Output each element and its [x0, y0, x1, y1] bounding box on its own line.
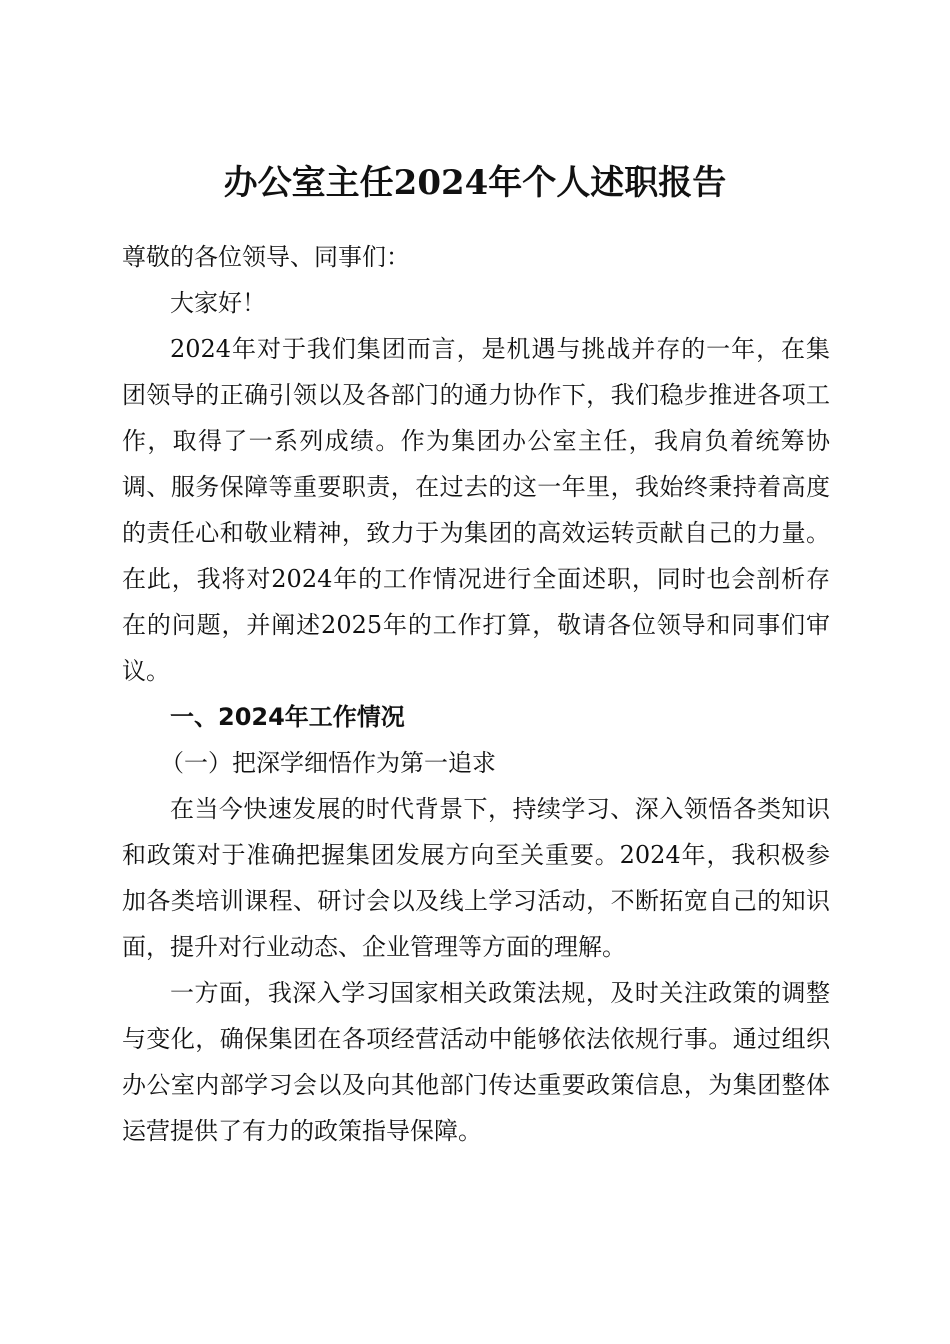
- salutation: 尊敬的各位领导、同事们：: [122, 243, 410, 271]
- document-body: [122, 234, 830, 1154]
- body-paragraph: 在当今快速发展的时代背景下，持续学习、深入领悟各类知识和政策对于准确把握集团发展方向至关重要。2024年，我积极参加各类培训课程、研讨会以及线上学习活动，不断拓宽自己的知识面，提升对行业动态、企业管理等方面的理解。: [122, 795, 830, 961]
- section-heading: 一、2024年工作情况: [170, 703, 405, 731]
- subsection-heading: （一）把深学细悟作为第一追求: [160, 749, 496, 777]
- document-title: 办公室主任2024年个人述职报告: [223, 162, 727, 203]
- intro-paragraph: 2024年对于我们集团而言，是机遇与挑战并存的一年，在集团领导的正确引领以及各部门的通力协作下，我们稳步推进各项工作，取得了一系列成绩。作为集团办公室主任，我肩负着统筹协调、服务保障等重要职责，在过去的这一年里，我始终秉持着高度的责任心和敬业精神，致力于为集团的高效运转贡献自己的力量。在此，我将对2024年的工作情况进行全面述职，同时也会剖析存在的问题，并阐述2025年的工作打算，敬请各位领导和同事们审议。: [122, 335, 830, 685]
- greeting: 大家好！: [170, 289, 266, 317]
- body-paragraph: 一方面，我深入学习国家相关政策法规，及时关注政策的调整与变化，确保集团在各项经营活动中能够依法依规行事。通过组织办公室内部学习会以及向其他部门传达重要政策信息，为集团整体运营提供了有力的政策指导保障。: [122, 979, 830, 1145]
